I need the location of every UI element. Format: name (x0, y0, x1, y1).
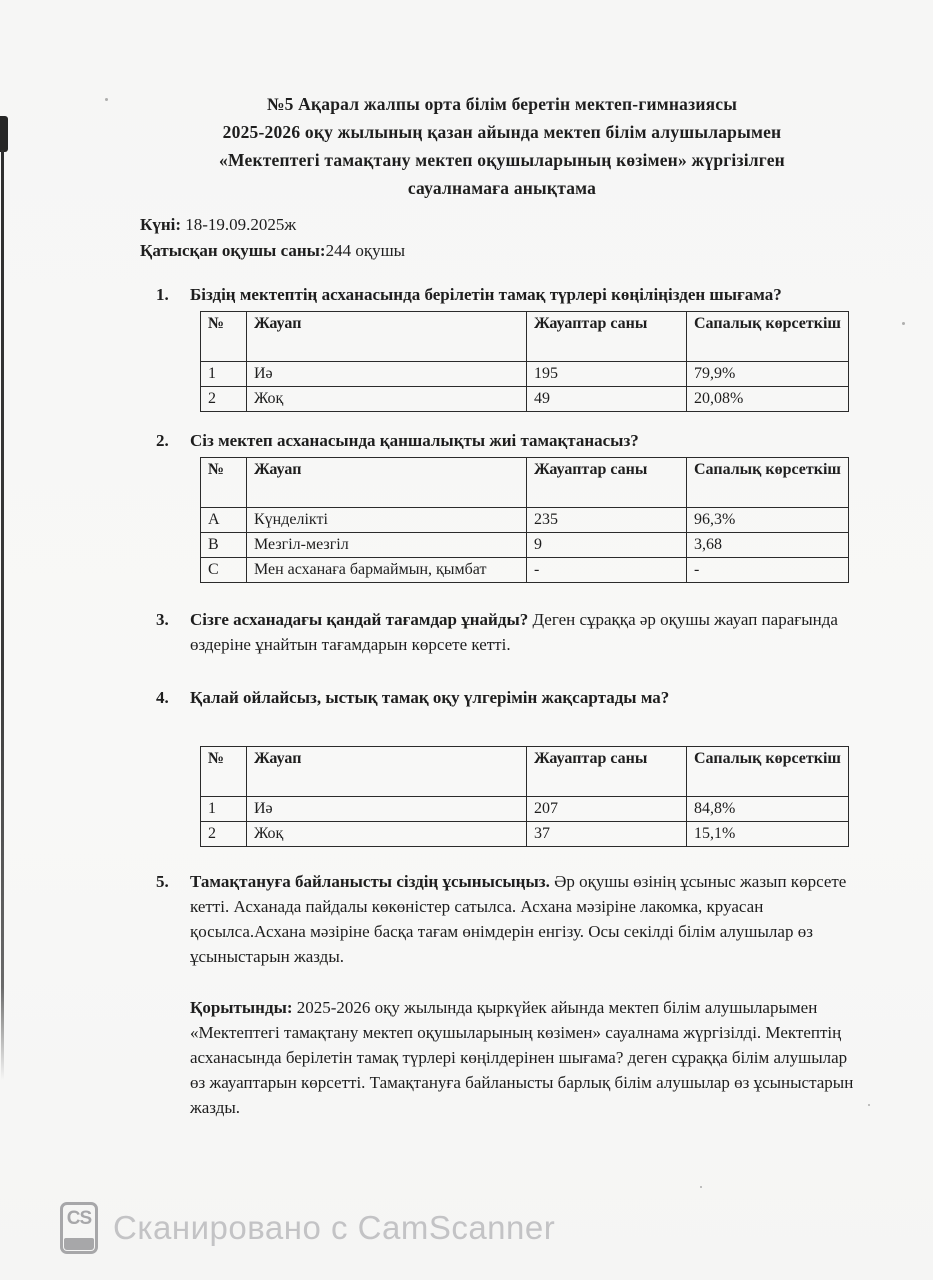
camscanner-icon-base (64, 1238, 94, 1250)
meta-date (140, 212, 864, 238)
table-cell: 84,8% (687, 797, 849, 822)
question-4-text: Қалай ойлайсыз, ыстық тамақ оқу үлгерімін жақсартады ма? (190, 688, 670, 707)
table-header-row (201, 747, 849, 797)
survey-table-2 (200, 457, 849, 583)
meta-participants-value: 244 оқушы (325, 241, 406, 260)
meta-date-value: 18-19.09.2025ж (181, 215, 297, 234)
question-3-number: 3. (156, 610, 169, 629)
table-cell: 1 (201, 797, 247, 822)
document-title (140, 90, 864, 202)
question-2 (140, 428, 864, 453)
table-cell: 20,08% (687, 387, 849, 412)
scan-speck (902, 322, 905, 325)
question-3-text: Сізге асханадағы қандай тағамдар ұнайды? (190, 610, 529, 629)
table-cell: 195 (527, 362, 687, 387)
conclusion-paragraph (140, 995, 862, 1120)
camscanner-icon (60, 1202, 98, 1254)
question-1-text: Біздің мектептің асханасында берілетін тамақ түрлері көңіліңізден шығама? (190, 285, 782, 304)
table-cell: Мезгіл-мезгіл (247, 533, 527, 558)
scan-speck (105, 98, 108, 101)
question-5-number: 5. (156, 872, 169, 891)
document-page (140, 90, 864, 1120)
table-header-cell: Жауаптар саны (527, 747, 687, 797)
question-5-description: Әр оқушы өзінің ұсыныс жазып көрсете кетті. Асханада пайдалы көкөністер сатылса. Асхана мәзіріне лакомка, круасан қосылса.Асхана мәзіріне басқа тағам өнімдерін енгізу. Осы секілді білім алушылар өз ұсыныстарын жазды. (190, 872, 847, 966)
title-line-2: 2025-2026 оқу жылының қазан айында мектеп білім алушыларымен (222, 122, 782, 142)
table-cell: 49 (527, 387, 687, 412)
table-cell: 2 (201, 822, 247, 847)
table-row (201, 508, 849, 533)
table-header-cell: Жауаптар саны (527, 458, 687, 508)
question-2-number: 2. (156, 431, 169, 450)
table-cell: 96,3% (687, 508, 849, 533)
survey-table-1 (200, 311, 849, 412)
table-cell: Мен асханаға бармаймын, қымбат (247, 558, 527, 583)
table-row (201, 822, 849, 847)
table-header-cell: № (201, 747, 247, 797)
table-header-cell: № (201, 458, 247, 508)
question-3-description: Деген сұраққа әр оқушы жауап парағында өздеріне ұнайтын тағамдарын көрсете кетті. (190, 610, 838, 654)
table-cell: Иә (247, 797, 527, 822)
table-cell: Күнделікті (247, 508, 527, 533)
table-header-cell: Жауаптар саны (527, 312, 687, 362)
table-cell: Жоқ (247, 822, 527, 847)
conclusion-text: 2025-2026 оқу жылында қыркүйек айында мектеп білім алушыларымен «Мектептегі тамақтану мектеп оқушыларының көзімен» сауалнама жүргізілді. Мектептің асханасында берілетін тамақ түрлері көңілдерінен шығама? деген сұраққа білім алушылар өз жауаптарын көрсетті. Тамақтануға байланысты барлық білім алушылар өз ұсыныстарын жазды. (190, 998, 854, 1117)
title-line-3: «Мектептегі тамақтану мектеп оқушыларының көзімен» жүргізілген (219, 150, 785, 170)
title-line-4: сауалнамаға анықтама (407, 178, 597, 198)
table-row (201, 797, 849, 822)
table-row (201, 362, 849, 387)
scan-edge-blob (0, 116, 8, 152)
scan-edge-line (1, 150, 4, 1080)
table-cell: 2 (201, 387, 247, 412)
meta-participants (140, 238, 864, 264)
question-3 (140, 607, 856, 657)
question-5-text: Тамақтануға байланысты сіздің ұсынысыңыз. (190, 872, 550, 891)
table-header-cell: Жауап (247, 312, 527, 362)
scan-speck (700, 1186, 702, 1188)
meta-participants-label: Қатысқан оқушы саны: (140, 241, 326, 260)
table-row (201, 558, 849, 583)
table-cell: 235 (527, 508, 687, 533)
table-cell: C (201, 558, 247, 583)
meta-date-label: Күні: (140, 215, 182, 234)
scan-speck (868, 1104, 870, 1106)
table-header-cell: Жауап (247, 458, 527, 508)
camscanner-watermark-text: Сканировано с CamScanner (113, 1209, 556, 1246)
title-line-1: №5 Ақарал жалпы орта білім беретін мектеп-гимназиясы (266, 94, 738, 114)
table-cell: - (687, 558, 849, 583)
survey-table-3 (200, 746, 849, 847)
table-cell: - (527, 558, 687, 583)
table-cell: A (201, 508, 247, 533)
meta-block (140, 212, 864, 264)
conclusion-label: Қорытынды: (190, 998, 293, 1017)
table-cell: 15,1% (687, 822, 849, 847)
table-cell: Иә (247, 362, 527, 387)
table-header-cell: Сапалық көрсеткіш (687, 747, 849, 797)
table-cell: 9 (527, 533, 687, 558)
table-header-cell: № (201, 312, 247, 362)
table-header-cell: Сапалық көрсеткіш (687, 458, 849, 508)
table-row (201, 387, 849, 412)
question-4-number: 4. (156, 688, 169, 707)
question-5 (140, 869, 856, 969)
table-row (201, 533, 849, 558)
table-cell: 1 (201, 362, 247, 387)
question-1 (140, 282, 864, 307)
table-cell: Жоқ (247, 387, 527, 412)
table-header-cell: Сапалық көрсеткіш (687, 312, 849, 362)
table-cell: 207 (527, 797, 687, 822)
table-cell: B (201, 533, 247, 558)
table-cell: 79,9% (687, 362, 849, 387)
question-4 (140, 685, 864, 710)
table-cell: 37 (527, 822, 687, 847)
camscanner-icon-label: CS (66, 1208, 92, 1229)
table-header-cell: Жауап (247, 747, 527, 797)
table-header-row (201, 458, 849, 508)
question-2-text: Сіз мектеп асханасында қаншалықты жиі тамақтанасыз? (190, 431, 639, 450)
table-cell: 3,68 (687, 533, 849, 558)
question-1-number: 1. (156, 285, 169, 304)
camscanner-watermark (60, 1202, 555, 1254)
table-header-row (201, 312, 849, 362)
